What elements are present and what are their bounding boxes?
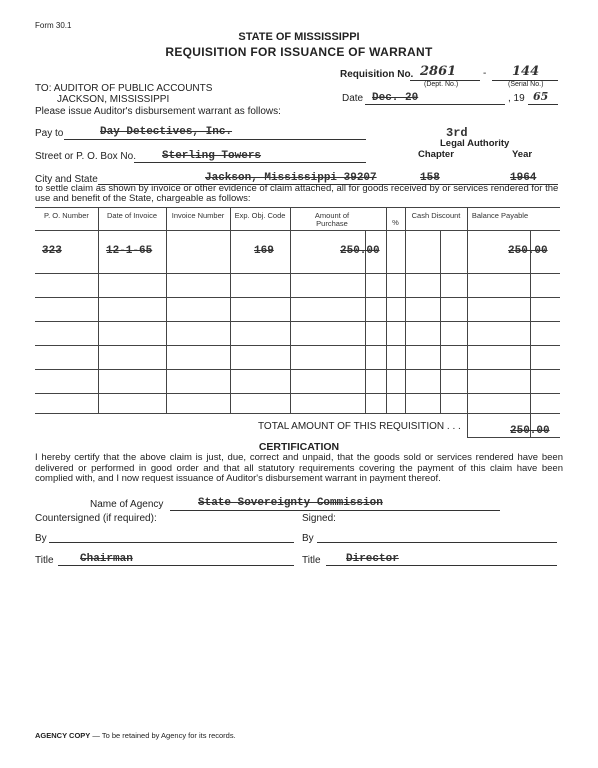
dept-no-value: 2861 bbox=[420, 64, 457, 79]
year-line bbox=[528, 104, 558, 105]
col-header-invoice: Invoice Number bbox=[171, 211, 225, 220]
col-header-amount: Amount of Purchase bbox=[314, 211, 350, 228]
footer bbox=[35, 731, 236, 740]
title-label-left: Title bbox=[35, 555, 54, 566]
street-line bbox=[134, 162, 366, 163]
form-number: Form 30.1 bbox=[35, 21, 72, 30]
total-label: TOTAL AMOUNT OF THIS REQUISITION . . . bbox=[258, 421, 461, 432]
col-header-date: Date of Invoice bbox=[106, 211, 158, 220]
chapter-label: Chapter bbox=[418, 149, 454, 160]
countersigned-label: Countersigned (if required): bbox=[35, 513, 157, 524]
title-value-left: Chairman bbox=[80, 553, 133, 565]
year-prefix: , 19 bbox=[508, 93, 525, 104]
addressee-line-3: Please issue Auditor's disbursement warrant as follows: bbox=[35, 106, 281, 117]
row-date: 12-1-65 bbox=[106, 245, 153, 257]
col-header-po: P. O. Number bbox=[44, 211, 89, 220]
serial-no-value: 144 bbox=[512, 64, 540, 79]
by-label-right: By bbox=[302, 533, 314, 544]
dept-no-caption: (Dept. No.) bbox=[424, 81, 459, 88]
year-value: 65 bbox=[533, 90, 549, 103]
certification-heading: CERTIFICATION bbox=[258, 441, 340, 453]
serial-no-caption: (Serial No.) bbox=[508, 81, 544, 88]
col-header-cash: Cash Discount bbox=[411, 211, 461, 220]
by-line-left bbox=[49, 542, 294, 543]
col-header-pct: % bbox=[392, 218, 399, 227]
agency-copy-text: — To be retained by Agency for its records. bbox=[92, 731, 236, 740]
row-exp: 169 bbox=[254, 245, 274, 257]
col-header-exp: Exp. Obj. Code bbox=[234, 211, 286, 220]
title-value-right: Director bbox=[346, 553, 399, 565]
certification-text: I hereby certify that the above claim is just, due, correct and unpaid, that the goods sold or services rendered have been delivered or performed in good order and that all statutory requirements covering the payment of this claim have been complied with, and I now request issuance of Auditor's disbursement warrant in payment thereof. bbox=[35, 452, 563, 484]
year-authority-value: 1964 bbox=[510, 172, 537, 184]
city-value: Jackson, Mississippi 39207 bbox=[205, 172, 377, 184]
total-value: 250.00 bbox=[510, 425, 550, 437]
row-balance: 250.00 bbox=[508, 245, 548, 257]
chapter-value: 158 bbox=[420, 172, 440, 184]
pay-to-label: Pay to bbox=[35, 128, 64, 139]
date-line bbox=[365, 104, 505, 105]
signed-label: Signed: bbox=[302, 513, 336, 524]
agency-label: Name of Agency bbox=[90, 499, 164, 510]
legal-authority-label: Legal Authority bbox=[440, 138, 510, 149]
legal-authority-value: 3rd bbox=[446, 126, 468, 140]
addressee-line-1: TO: AUDITOR OF PUBLIC ACCOUNTS bbox=[35, 83, 213, 94]
by-line-right bbox=[317, 542, 557, 543]
row-amount: 250.00 bbox=[340, 245, 380, 257]
by-label-left: By bbox=[35, 533, 47, 544]
agency-copy-label: AGENCY COPY bbox=[35, 731, 91, 740]
street-label: Street or P. O. Box No. bbox=[35, 151, 136, 162]
settle-text: to settle claim as shown by invoice or other evidence of claim attached, all for goods received by or services rendered for the use and benefit of the State, chargeable as follows: bbox=[35, 183, 559, 204]
title-label-right: Title bbox=[302, 555, 321, 566]
addressee-line-2: JACKSON, MISSISSIPPI bbox=[57, 94, 170, 105]
pay-to-value: Day Detectives, Inc. bbox=[100, 126, 233, 138]
col-header-balance: Balance Payable bbox=[471, 211, 529, 220]
street-value: Sterling Towers bbox=[162, 150, 262, 162]
state-heading: STATE OF MISSISSIPPI bbox=[238, 31, 360, 43]
date-value: Dec. 20 bbox=[372, 92, 419, 104]
row-po: 323 bbox=[42, 245, 62, 257]
title-line-right bbox=[326, 565, 557, 566]
form-title: REQUISITION FOR ISSUANCE OF WARRANT bbox=[165, 45, 433, 59]
title-line-left bbox=[58, 565, 294, 566]
agency-value: State Sovereignty Commission bbox=[198, 497, 383, 509]
date-label: Date bbox=[342, 93, 364, 104]
pay-to-line bbox=[64, 139, 366, 140]
agency-line bbox=[170, 510, 500, 511]
year-col-label: Year bbox=[512, 149, 533, 160]
city-label: City and State bbox=[35, 174, 98, 185]
requisition-label: Requisition No. bbox=[340, 69, 414, 80]
